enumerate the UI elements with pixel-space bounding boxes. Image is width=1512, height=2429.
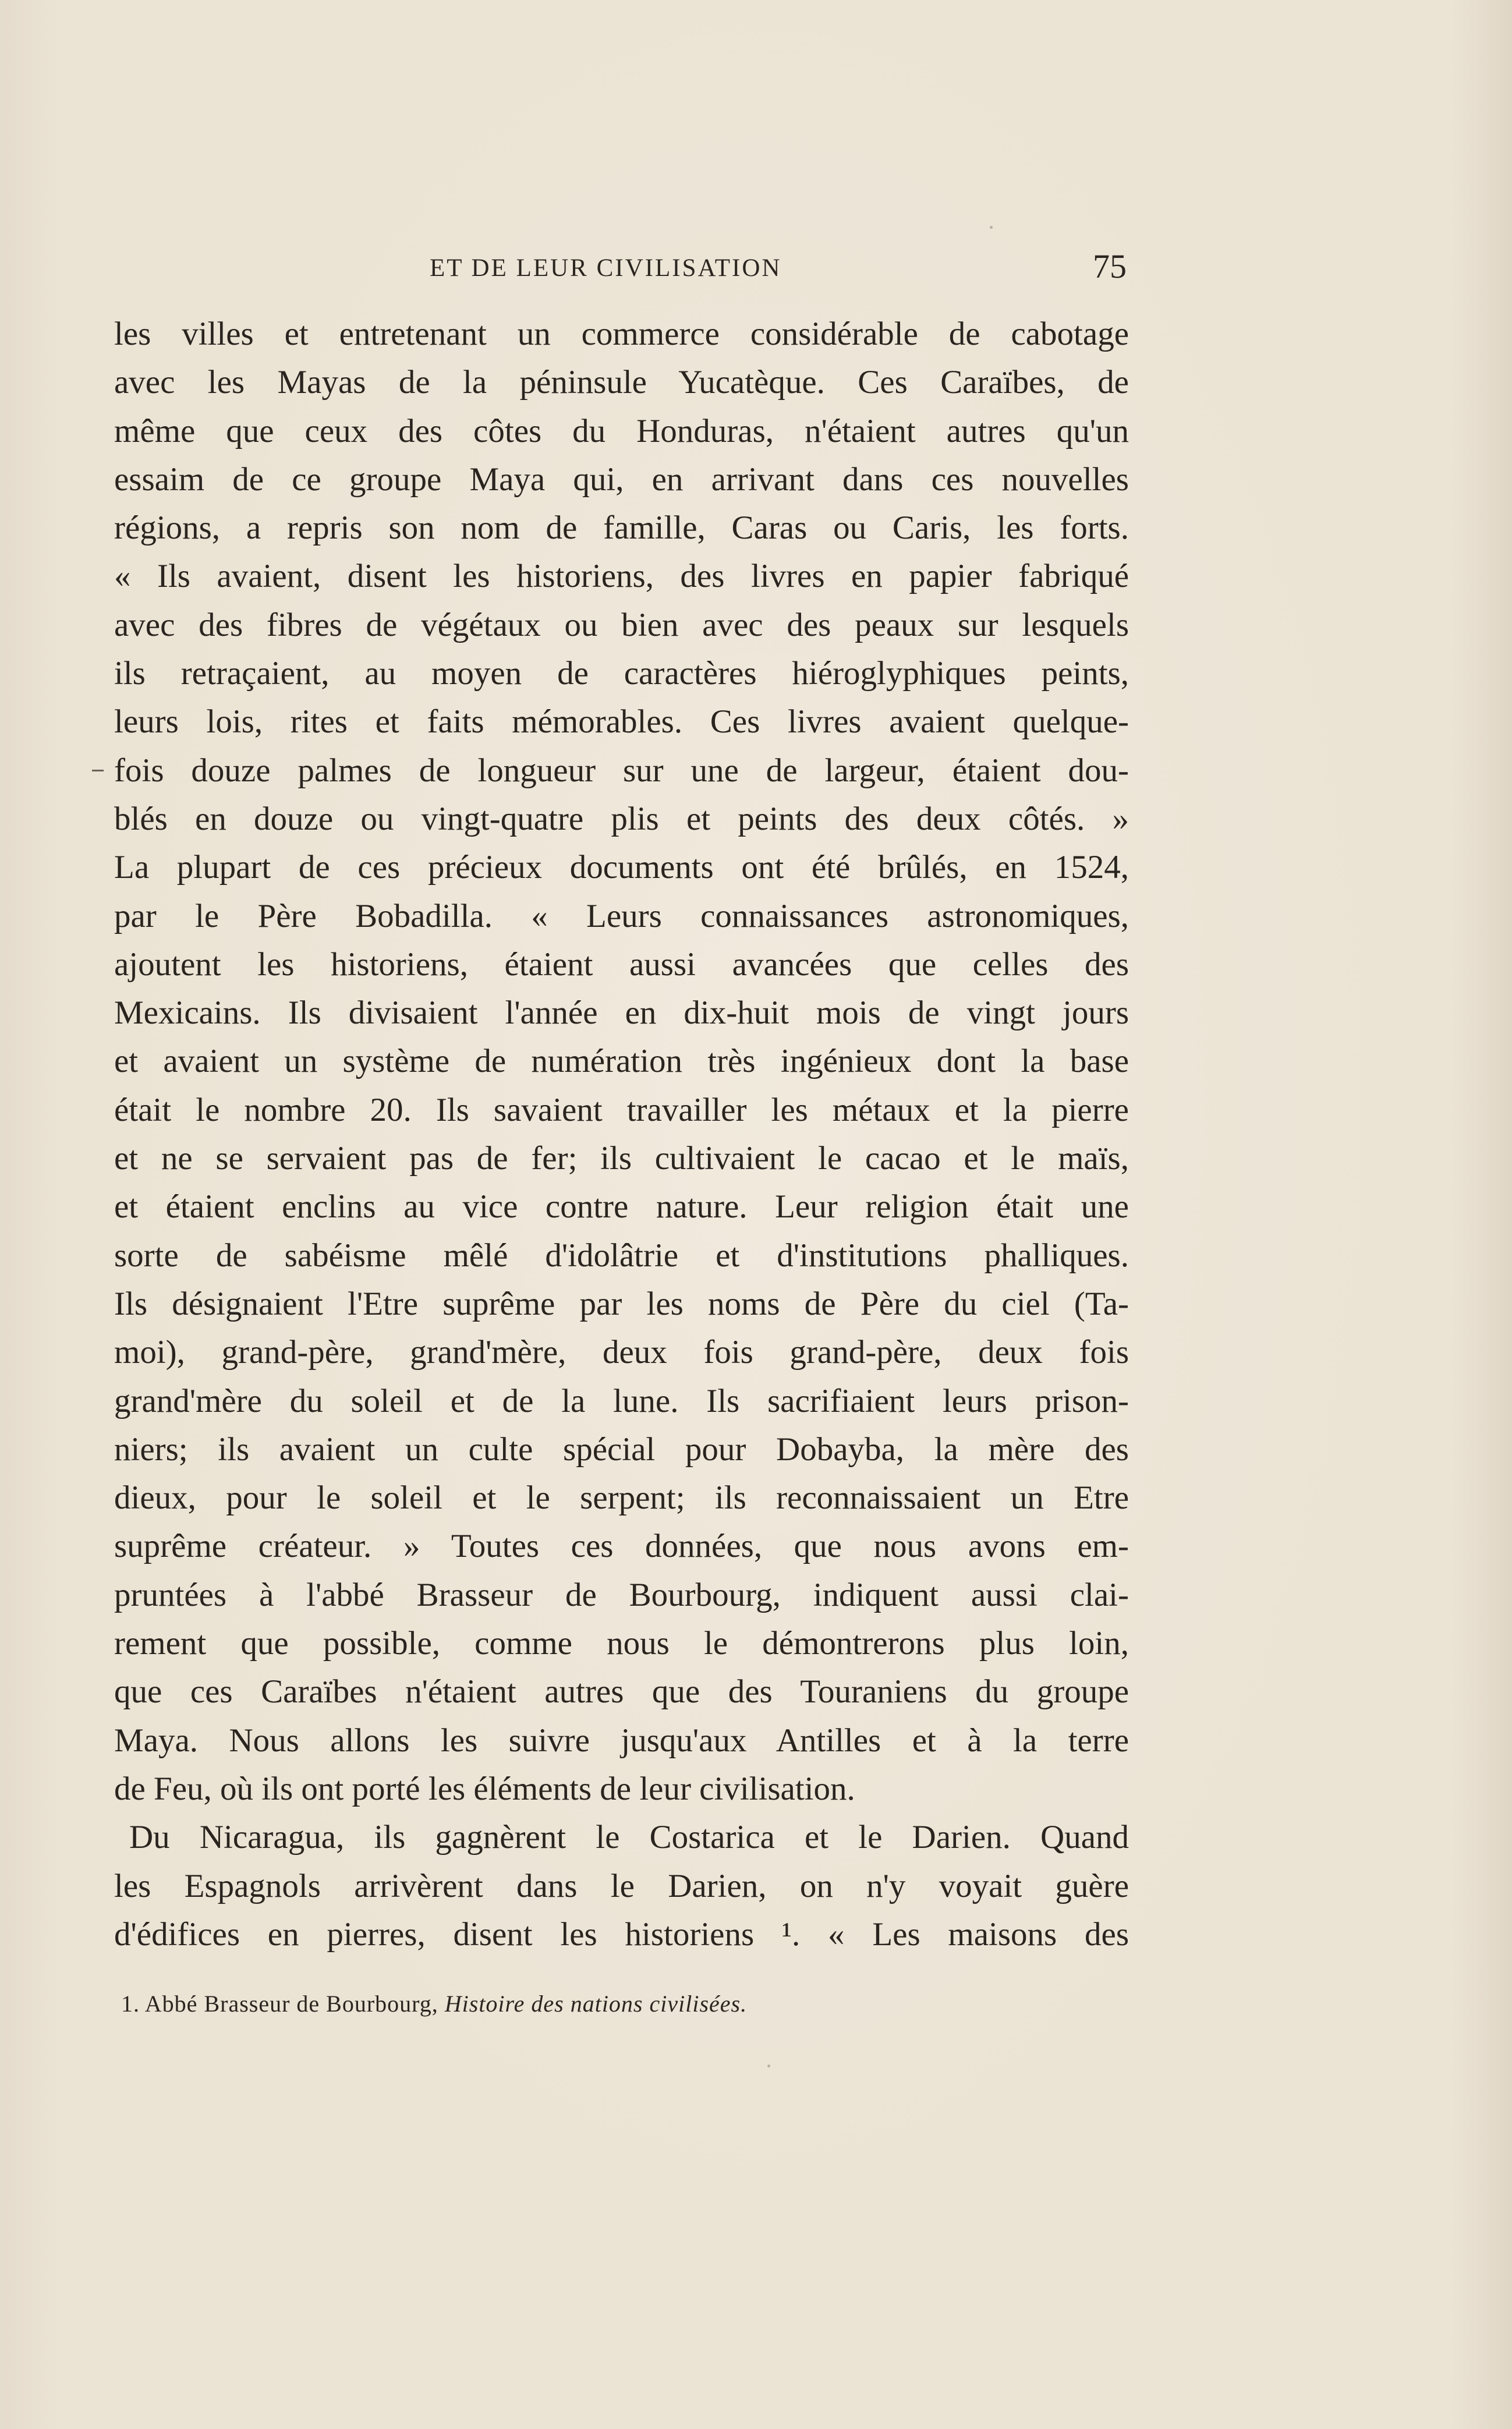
text-line: niers; ils avaient un culte spécial pour Dobayba, la mère des <box>114 1431 1129 1468</box>
text-line: était le nombre 20. Ils savaient travailler les métaux et la pierre <box>114 1091 1129 1128</box>
text-line: suprême créateur. » Toutes ces données, que nous avons em- <box>114 1528 1129 1565</box>
text-line: et avaient un système de numération très ingénieux dont la base <box>114 1043 1129 1080</box>
text-line: les Espagnols arrivèrent dans le Darien, on n'y voyait guère <box>114 1867 1129 1904</box>
text-line: essaim de ce groupe Maya qui, en arrivant dans ces nouvelles <box>114 461 1129 498</box>
text-line: La plupart de ces précieux documents ont été brûlés, en 1524, <box>114 849 1129 886</box>
text-line: Maya. Nous allons les suivre jusqu'aux Antilles et à la terre <box>114 1722 1129 1759</box>
text-line: que ces Caraïbes n'étaient autres que des Touraniens du groupe <box>114 1673 1129 1711</box>
text-line: fois douze palmes de longueur sur une de largeur, étaient dou- <box>114 752 1129 789</box>
page-number: 75 <box>1093 247 1127 285</box>
footnote-author: Abbé Brasseur de Bourbourg, <box>144 1991 438 2017</box>
text-line: grand'mère du soleil et de la lune. Ils sacrifiaient leurs prison- <box>114 1382 1129 1419</box>
text-line: et étaient enclins au vice contre nature. Leur religion était une <box>114 1188 1129 1226</box>
text-line: même que ceux des côtes du Honduras, n'étaient autres qu'un <box>114 412 1129 449</box>
text-line: leurs lois, rites et faits mémorables. Ces livres avaient quelque- <box>114 703 1129 741</box>
running-title: ET DE LEUR CIVILISATION <box>430 254 782 282</box>
text-line: Du Nicaragua, ils gagnèrent le Costarica et le Darien. Quand <box>129 1819 1129 1856</box>
running-head <box>116 249 1127 290</box>
text-line: régions, a repris son nom de famille, Caras ou Caris, les forts. <box>114 509 1129 547</box>
text-line: « Ils avaient, disent les historiens, des livres en papier fabriqué <box>114 558 1129 595</box>
margin-mark <box>92 770 104 771</box>
text-line: par le Père Bobadilla. « Leurs connaissances astronomiques, <box>114 897 1129 934</box>
text-line: avec des fibres de végétaux ou bien avec des peaux sur lesquels <box>114 606 1129 643</box>
body-text <box>114 310 1129 1959</box>
footnote-title: Histoire des nations civilisées. <box>444 1991 748 2017</box>
paper-speck <box>990 226 993 229</box>
text-line: ils retraçaient, au moyen de caractères hiéroglyphiques peints, <box>114 655 1129 692</box>
text-line: sorte de sabéisme mêlé d'idolâtrie et d'institutions phalliques. <box>114 1237 1129 1274</box>
text-line: rement que possible, comme nous le démontrerons plus loin, <box>114 1625 1129 1662</box>
text-line: les villes et entretenant un commerce considérable de cabotage <box>114 316 1129 352</box>
text-line: de Feu, où ils ont porté les éléments de leur civilisation. <box>114 1770 855 1807</box>
footnote <box>121 1990 1111 2017</box>
text-line: avec les Mayas de la péninsule Yucatèque. Ces Caraïbes, de <box>114 364 1129 401</box>
text-line: Ils désignaient l'Etre suprême par les noms de Père du ciel (Ta- <box>114 1285 1129 1322</box>
text-line: ajoutent les historiens, étaient aussi avancées que celles des <box>114 946 1129 983</box>
text-line: et ne se servaient pas de fer; ils cultivaient le cacao et le maïs, <box>114 1140 1129 1177</box>
paper-speck <box>767 2065 770 2067</box>
footnote-marker: 1. <box>121 1991 140 2017</box>
text-line: pruntées à l'abbé Brasseur de Bourbourg, indiquent aussi clai- <box>114 1576 1129 1613</box>
text-line: moi), grand-père, grand'mère, deux fois grand-père, deux fois <box>114 1334 1129 1371</box>
text-line: blés en douze ou vingt-quatre plis et peints des deux côtés. » <box>114 800 1129 837</box>
text-line: Mexicains. Ils divisaient l'année en dix-huit mois de vingt jours <box>114 994 1129 1032</box>
text-line: d'édifices en pierres, disent les historiens ¹. « Les maisons des <box>114 1915 1129 1953</box>
text-line: dieux, pour le soleil et le serpent; ils reconnaissaient un Etre <box>114 1479 1129 1517</box>
